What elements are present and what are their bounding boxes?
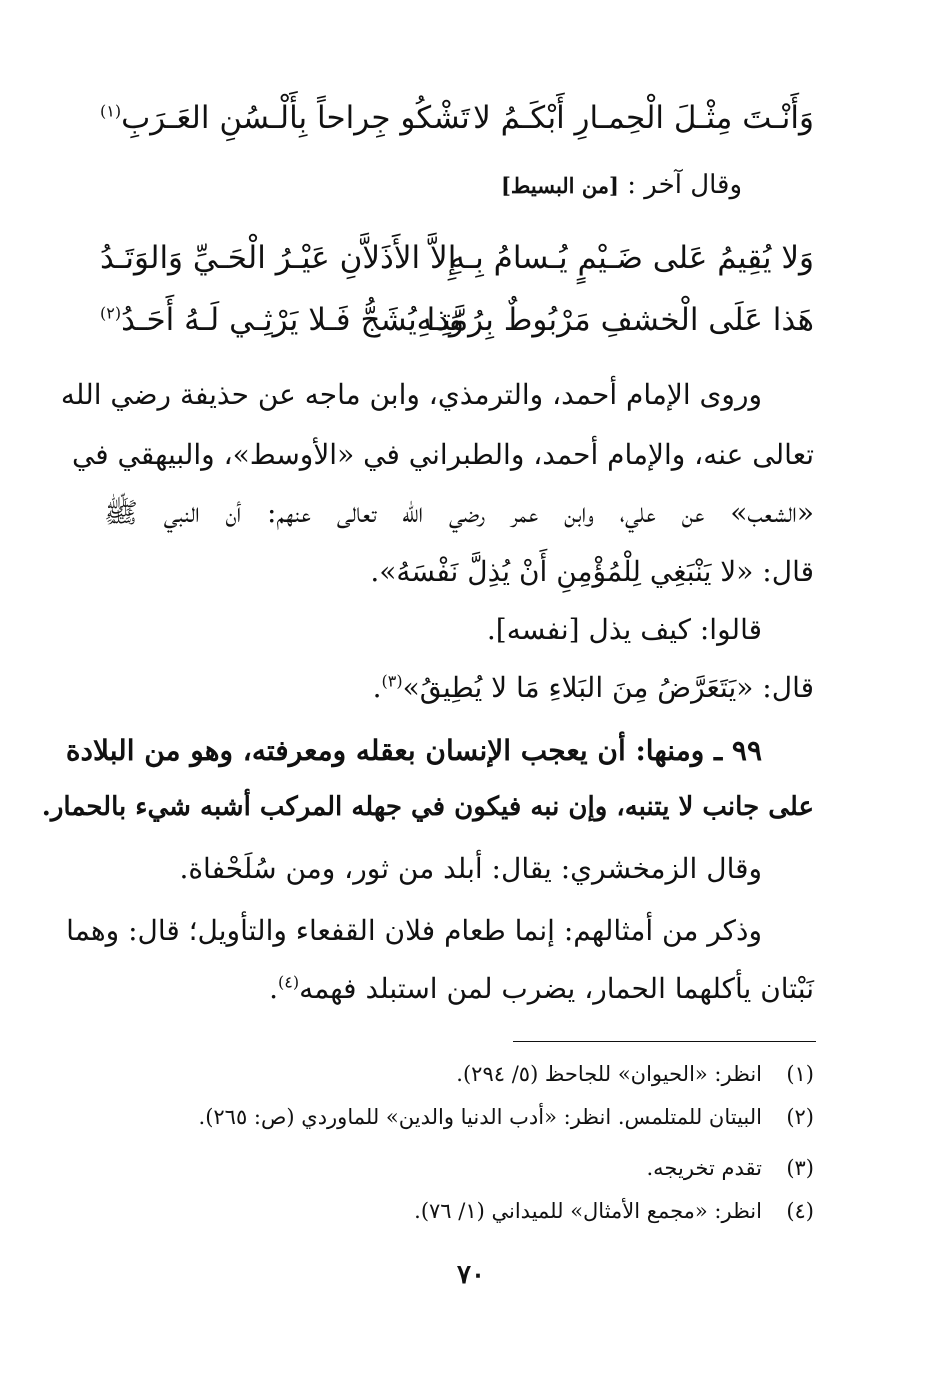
section-99-line-1: ٩٩ ـ ومنها: أن يعجب الإنسان بعقله ومعرفته، وهو من البلادة: [65, 734, 762, 767]
meter-label: [من البسيط]: [501, 173, 619, 198]
footnote-3-number: (٣): [786, 1156, 814, 1180]
section-99-line-2: على جانب لا يتنبه، وإن نبه فيكون في جهله المركب أشبه شيء بالحمار.: [41, 792, 814, 822]
paragraph-3-end: .: [372, 671, 382, 704]
footnote-ref-4[interactable]: (٤): [277, 972, 300, 992]
verse-1-second-hemistich: [100, 100, 470, 136]
paragraph-1-line-2: تعالى عنه، والإمام أحمد، والطبراني في «الأوسط»، والبيهقي في: [71, 438, 814, 471]
paragraph-3-text: قال: «يَتَعَرَّضُ مِنَ البَلاءِ مَا لا يُطِيقُ»: [402, 671, 814, 704]
paragraph-3: [104, 671, 814, 704]
footnote-4-text: انظر: «مجمع الأمثال» للميداني (١/ ٧٦).: [414, 1199, 762, 1223]
paragraph-6-line-2-text: نَبْتان يأكلهما الحمار، يضرب لمن استبلد فهمه: [299, 972, 814, 1005]
footnote-1-number: (١): [786, 1062, 814, 1086]
verse-1-second-text: تَشْكُو جِراحاً بِأَلْـسُنِ العَـرَبِ: [121, 100, 470, 136]
paragraph-6-line-1: وذكر من أمثالهم: إنما طعام فلان القفعاء والتأويل؛ قال: وهما: [66, 914, 762, 947]
paragraph-1-line-3: «الشعب» عن علي، وابن عمر رضي الله تعالى عنهم: أن النبي ﷺ: [104, 496, 814, 529]
footnote-ref-3[interactable]: (٣): [381, 671, 403, 691]
footnote-divider: [513, 1041, 816, 1042]
verse-3-first-hemistich: هَذا عَلَى الْخشفِ مَرْبُوطٌ بِرُمَّتِـهِ: [416, 302, 814, 338]
paragraph-1-line-4: قال: «لا يَنْبَغِي لِلْمُؤْمِنِ أَنْ يُذِلَّ نَفْسَهُ».: [370, 555, 814, 588]
paragraph-2: قالوا: كيف يذل [نفسه].: [486, 613, 762, 646]
footnote-2: [199, 1105, 814, 1129]
footnote-3: [647, 1156, 815, 1180]
footnote-ref-2[interactable]: (٢): [100, 303, 122, 323]
footnote-ref-1[interactable]: (١): [100, 101, 122, 121]
paragraph-6-line-2: [104, 972, 814, 1005]
paragraph-5: وقال الزمخشري: يقال: أبلد من ثور، ومن سُلَحْفاة.: [179, 852, 762, 885]
verse-line-3: [100, 302, 814, 352]
verse-line-2: [100, 240, 814, 290]
footnote-4-number: (٤): [786, 1199, 814, 1223]
intro-text: وقال آخر :: [627, 170, 742, 200]
verse-line-1: [100, 100, 814, 150]
page-number: ٧٠: [457, 1260, 485, 1290]
verse-1-first-hemistich: وَأَنْـتَ مِثْـلَ الْحِمـارِ أَبْكَـمُ لا: [473, 100, 814, 136]
footnote-4: [414, 1199, 814, 1223]
verse-3-second-hemistich: [100, 302, 464, 338]
footnote-2-number: (٢): [786, 1105, 814, 1129]
paragraph-6-end: .: [269, 972, 278, 1005]
verse-3-second-text: وَذا يُشَجُّ فَـلا يَرْثِـي لَـهُ أَحَـدُ: [121, 302, 465, 338]
verse-2-second-hemistich: إِلاَّ الأَذَلاَّنِ عَيْـرُ الْحَـيِّ وَالوَتَـدُ: [100, 240, 457, 276]
footnote-1-text: انظر: «الحيوان» للجاحظ (٥/ ٢٩٤).: [456, 1062, 762, 1086]
paragraph-1-line-1: وروى الإمام أحمد، والترمذي، وابن ماجه عن حذيفة رضي الله: [60, 378, 762, 411]
verse-2-first-hemistich: وَلا يُقِيمُ عَلى ضَـيْمٍ يُـسامُ بِـهِ: [449, 240, 814, 276]
footnote-1: [456, 1062, 814, 1086]
poem-intro: [501, 170, 742, 200]
footnote-3-text: تقدم تخريجه.: [646, 1156, 762, 1180]
footnote-2-text: البيتان للمتلمس. انظر: «أدب الدنيا والدين» للماوردي (ص: ٢٦٥).: [198, 1105, 762, 1129]
